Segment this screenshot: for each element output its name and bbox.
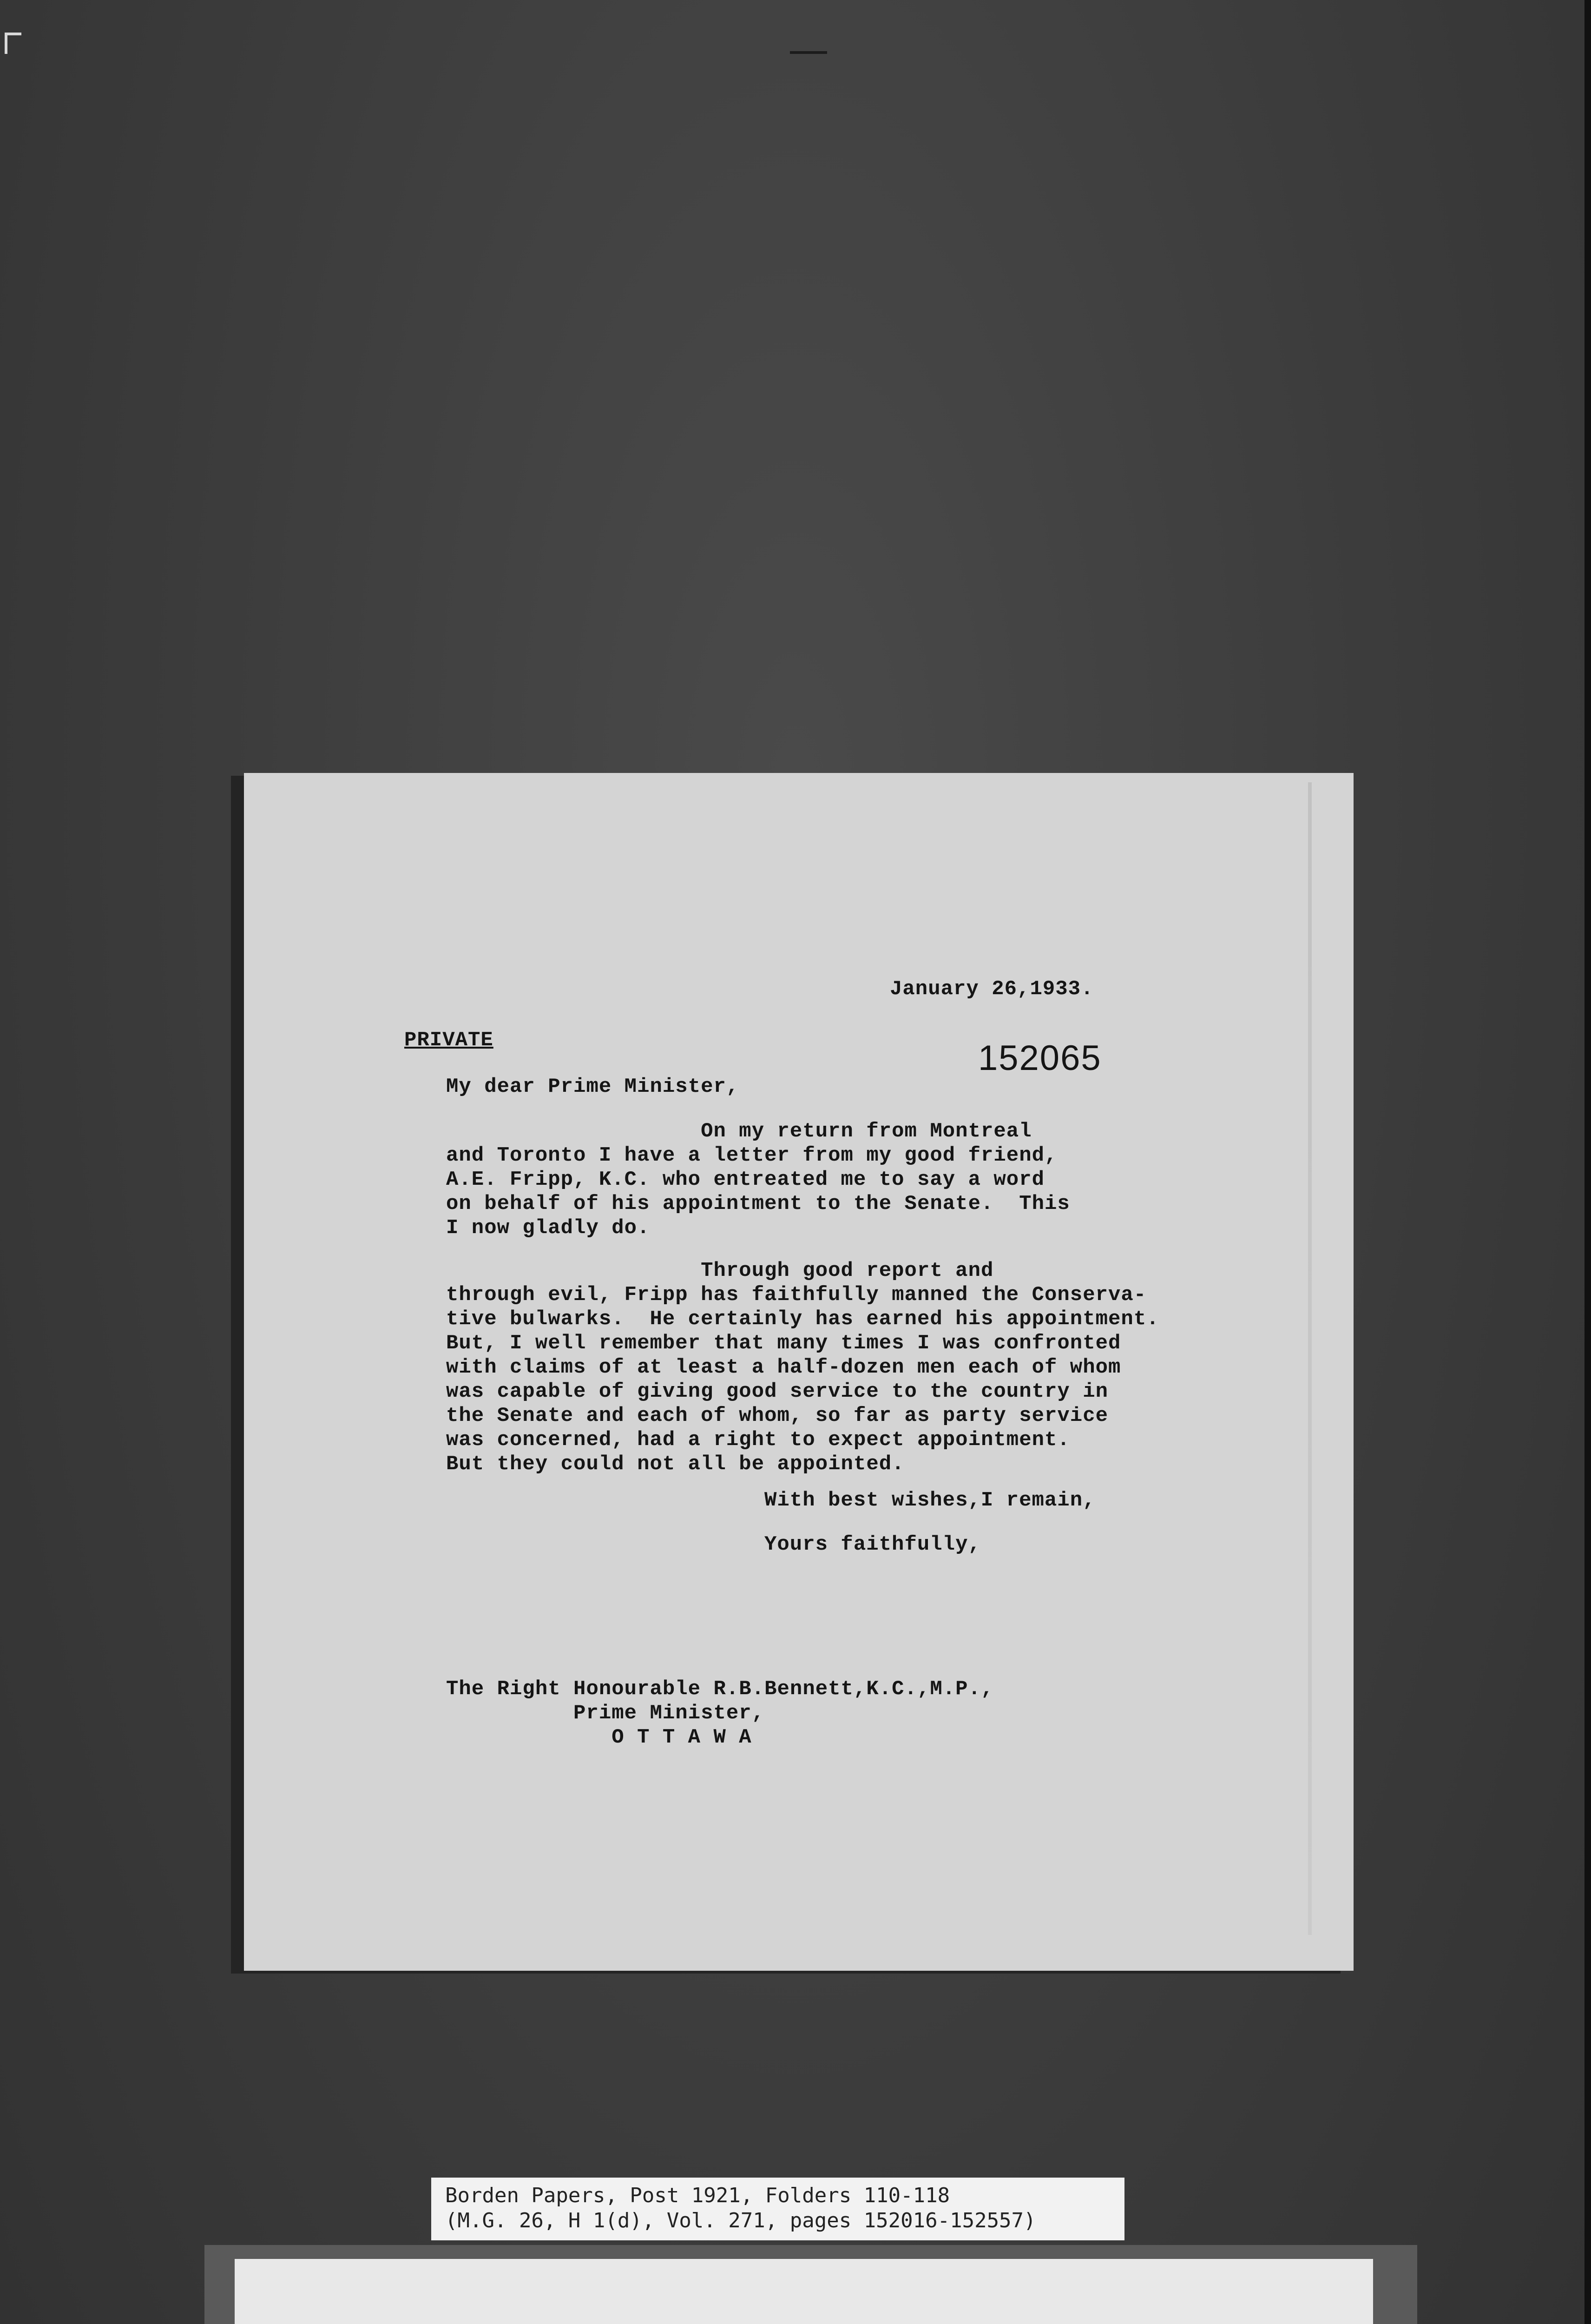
paragraph-1: On my return from Montreal and Toronto I have a letter from my good friend, A.E. Fripp, K.C. who entreated me to say a word on behalf of his appointment to the Senate. This I now gladly do. (446, 1120, 1070, 1240)
reference-line-1: Borden Papers, Post 1921, Folders 110-118 (445, 2184, 950, 2207)
letter-date: January 26,1933. (890, 977, 1094, 1001)
page-number-stamp: 152065 (978, 1038, 1102, 1078)
closing-wishes: With best wishes,I remain, (764, 1489, 1096, 1512)
reference-label (431, 2178, 1124, 2240)
letter-body (244, 773, 1354, 1971)
private-marking: PRIVATE (404, 1029, 493, 1052)
paragraph-2: Through good report and through evil, Fripp has faithfully manned the Conserva- tive bulwarks. He certainly has earned his appointment. But, I well remember that many times I was confronted with claims of at least a half-dozen men each of whom was capable of giving good service to the country in the Senate and each of whom, so far as party service was concerned, had a right to expect appointment. But they could not all be appointed. (446, 1259, 1159, 1476)
film-frame-mark (790, 51, 827, 54)
reference-line-2: (M.G. 26, H 1(d), Vol. 271, pages 152016-152557) (445, 2209, 1036, 2232)
film-edge (1584, 0, 1591, 2324)
recipient-address: The Right Honourable R.B.Bennett,K.C.,M.P., Prime Minister, O T T A W A (446, 1677, 994, 1749)
salutation: My dear Prime Minister, (446, 1075, 739, 1098)
archives-card (235, 2259, 1373, 2324)
letter-sheet (244, 773, 1354, 1971)
closing-signoff: Yours faithfully, (764, 1533, 981, 1556)
film-corner-mark (5, 33, 21, 54)
